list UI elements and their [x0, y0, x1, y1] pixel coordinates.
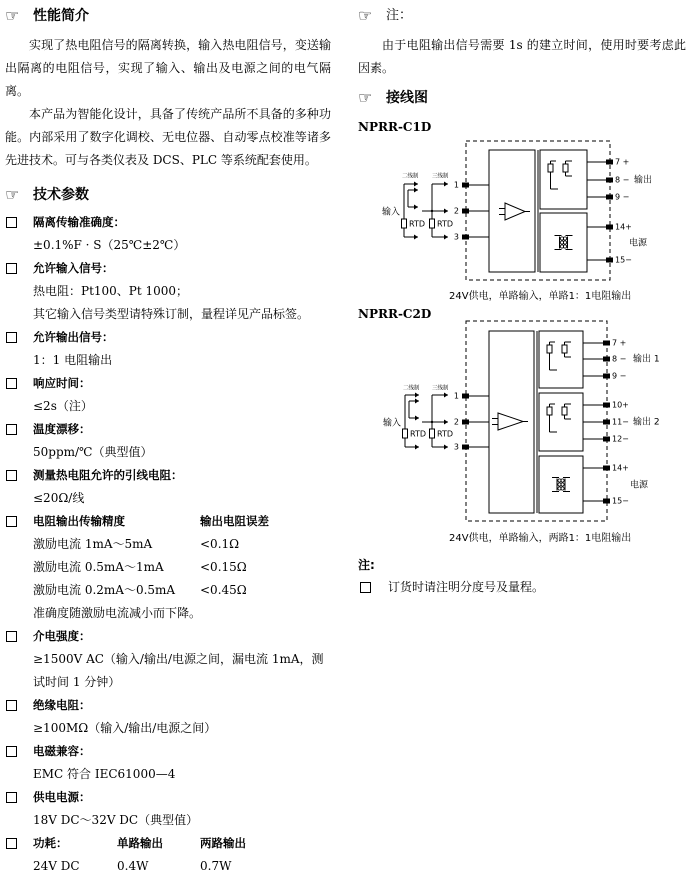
two-wire-label: 二线制 [403, 385, 420, 392]
rtd-resistor-icon [403, 429, 408, 438]
resistor-icon [548, 164, 553, 172]
spec-value: ≤2s（注） [33, 399, 93, 413]
arrow-icon [415, 416, 419, 421]
spec-item-res-accuracy [5, 510, 331, 533]
table-row [5, 579, 331, 602]
terminal-label: 1 [453, 391, 459, 401]
coil [558, 479, 561, 482]
transformer-icon [552, 478, 570, 492]
diagram-caption: 24V供电，单路输入，两路1：1电阻输出 [449, 533, 632, 544]
spec-label: 测量热电阻允许的引线电阻： [33, 468, 183, 482]
spec-value: 热电阻：Pt100、Pt 1000； [33, 284, 189, 298]
spec-value: 准确度随激励电流减小而下降。 [33, 606, 202, 620]
terminal-label: 2 [453, 417, 459, 427]
checkbox-icon [6, 516, 17, 527]
model-label: NPRR-C2D [358, 307, 432, 321]
terminal [462, 235, 469, 240]
checkbox-icon [6, 470, 17, 481]
pointing-hand-icon: ☞ [358, 88, 373, 107]
pointing-hand-icon: ☞ [358, 6, 373, 25]
error-cell: <0.1Ω [200, 537, 240, 551]
coil [558, 483, 561, 486]
terminal-group-label: 输出 2 [633, 417, 660, 428]
error-cell: <0.15Ω [200, 560, 247, 574]
terminal [606, 225, 613, 230]
input-circuit-block [489, 150, 535, 272]
terminal-group-label: 电源 [629, 238, 648, 249]
terminal-label: 14+ [615, 222, 632, 232]
output-block [539, 331, 583, 388]
terminal-label: 3 [453, 232, 459, 242]
coil [563, 237, 566, 240]
current-cell: 激励电流 0.2mA～0.5mA [33, 583, 176, 597]
terminal [603, 499, 610, 504]
spec-value: 1：1 电阻输出 [33, 353, 113, 367]
intro-title: 性能简介 [33, 8, 89, 24]
amplifier-icon [505, 203, 525, 220]
terminal [603, 374, 610, 379]
arrow-icon [414, 235, 418, 240]
spec-value: ±0.1%F · S（25℃±2℃） [33, 238, 186, 252]
spec-list [5, 211, 331, 878]
spec-item-emc [5, 740, 331, 763]
spec-label: 绝缘电阻： [33, 698, 91, 712]
spec-item-drift [5, 418, 331, 441]
terminal-label: 1 [453, 180, 459, 190]
wiring-diagram [383, 321, 660, 521]
column-header: 单路输出 [117, 836, 163, 850]
spec-label: 电磁兼容： [33, 744, 91, 758]
spec-label: 介电强度： [33, 629, 91, 643]
output-block [539, 393, 583, 451]
terminal-group-label: 输出 [634, 175, 653, 186]
column-header: 输出电阻误差 [200, 514, 269, 528]
spec-label: 允许输入信号： [33, 261, 114, 275]
note-text: 由于电阻输出信号需要 1s 的建立时间，使用时要考虑此因素。 [358, 38, 686, 75]
spec-label: 供电电源： [33, 790, 91, 804]
rtd-label: RTD [409, 219, 426, 229]
terminal [603, 357, 610, 362]
arrow-icon [414, 188, 418, 193]
note-heading [358, 4, 686, 28]
rtd-resistor-icon [430, 429, 435, 438]
junction-dot [431, 421, 433, 423]
resistor-icon [563, 164, 568, 172]
terminal-label: 3 [453, 442, 459, 452]
arrow-icon [414, 205, 418, 210]
checkbox-icon [6, 332, 17, 343]
terminal [603, 341, 610, 346]
wiring-heading [358, 86, 686, 110]
single-cell: 0.4W [117, 859, 149, 873]
rtd-resistor-icon [402, 219, 407, 228]
order-note-text: 订货时请注明分度号及量程。 [388, 580, 545, 594]
model-label: NPRR-C1D [358, 120, 432, 134]
terminal-label: 9 − [612, 371, 627, 381]
rtd-resistor-icon [430, 219, 435, 228]
terminal-label: 15− [612, 496, 629, 506]
terminal [462, 209, 469, 214]
coil [560, 237, 563, 240]
spec-value: 50ppm/℃（典型值） [33, 445, 153, 459]
intro-body [5, 34, 331, 172]
terminal-label: 8 − [612, 354, 627, 364]
checkbox-icon [6, 631, 17, 642]
table-row [5, 556, 331, 579]
terminal [606, 178, 613, 183]
arrow-icon [415, 399, 419, 404]
spec-item-accuracy [5, 211, 331, 234]
module-outline [466, 141, 610, 280]
arrow-icon [415, 393, 419, 398]
pointing-hand-icon: ☞ [5, 185, 20, 204]
spec-value: EMC 符合 IEC61000—4 [33, 767, 176, 781]
checkbox-icon [6, 792, 17, 803]
order-note-item [358, 576, 678, 599]
rtd-label: RTD [437, 429, 454, 439]
terminal-label: 15− [615, 255, 632, 265]
arrow-icon [444, 235, 448, 240]
right-column [358, 0, 686, 110]
power-block [540, 213, 587, 272]
coil [563, 241, 566, 244]
specs-title: 技术参数 [33, 187, 89, 203]
resistor-icon [547, 407, 552, 415]
terminal [606, 258, 613, 263]
table-row [5, 855, 331, 878]
terminal [462, 183, 469, 188]
spec-item-response [5, 372, 331, 395]
arrow-icon [444, 420, 448, 425]
condition-cell: 24V DC [33, 859, 80, 873]
spec-label: 电阻输出传输精度 [33, 514, 125, 528]
error-cell: <0.45Ω [200, 583, 247, 597]
amplifier-icon [498, 413, 523, 430]
wiring-diagram [382, 141, 652, 280]
column-header: 两路输出 [200, 836, 246, 850]
arrow-icon [444, 445, 448, 450]
three-wire-label: 三线制 [432, 173, 449, 180]
coil [558, 487, 561, 490]
input-circuit-block [489, 331, 534, 513]
terminal-label: 10+ [612, 400, 629, 410]
checkbox-icon [6, 700, 17, 711]
note-title: 注： [386, 8, 413, 23]
spec-label: 功耗： [33, 836, 68, 850]
transformer-icon [555, 236, 573, 250]
checkbox-icon [6, 424, 17, 435]
output-block [540, 150, 587, 209]
spec-value: 其它输入信号类型请特殊订制，量程详见产品标签。 [33, 307, 310, 321]
terminal-label: 14+ [612, 463, 629, 473]
terminal-label: 8 − [615, 175, 630, 185]
spec-value: ≥100MΩ（输入/输出/电源之间） [33, 721, 217, 735]
coil [561, 483, 564, 486]
checkbox-icon [6, 746, 17, 757]
intro-heading [5, 4, 331, 28]
diagram-caption: 24V供电，单路输入，单路1：1电阻输出 [449, 291, 632, 302]
terminal-group-label: 电源 [630, 480, 649, 491]
module-outline [466, 321, 607, 521]
spec-value: ≥1500V AC（输入/输出/电源之间，漏电流 1mA，测试时间 1 分钟） [33, 652, 324, 689]
terminal [603, 466, 610, 471]
input-label: 输入 [383, 418, 402, 429]
two-wire-label: 二线制 [402, 173, 419, 180]
terminal-label: 11− [612, 417, 629, 427]
spec-item-insulation [5, 694, 331, 717]
relay-symbol [547, 342, 571, 370]
terminal [603, 437, 610, 442]
arrow-icon [444, 209, 448, 214]
terminal [462, 420, 469, 425]
spec-item-input [5, 257, 331, 280]
coil [561, 487, 564, 490]
terminal [462, 394, 469, 399]
current-cell: 激励电流 1mA～5mA [33, 537, 153, 551]
resistor-icon [547, 345, 552, 353]
terminal-label: 12− [612, 434, 629, 444]
terminal-label: 9 − [615, 192, 630, 202]
current-cell: 激励电流 0.5mA～1mA [33, 560, 164, 574]
wiring-title: 接线图 [386, 90, 428, 106]
spec-item-dielectric [5, 625, 331, 648]
terminal [603, 420, 610, 425]
spec-item-output [5, 326, 331, 349]
spec-item-lead [5, 464, 331, 487]
terminal [603, 403, 610, 408]
terminal [462, 445, 469, 450]
arrow-icon [444, 393, 448, 398]
three-wire-label: 三线制 [432, 385, 449, 392]
terminal [606, 160, 613, 165]
specs-heading [5, 183, 331, 207]
checkbox-icon [6, 838, 17, 849]
junction-dot [431, 210, 433, 212]
input-label: 输入 [382, 207, 401, 218]
terminal-label: 7 + [615, 157, 630, 167]
order-note-title: 注: [358, 558, 375, 572]
terminal-label: 2 [453, 206, 459, 216]
arrow-icon [414, 182, 418, 187]
spec-label: 温度漂移： [33, 422, 91, 436]
spec-value: ≤20Ω/线 [33, 491, 85, 505]
spec-value: 18V DC～32V DC（典型值） [33, 813, 199, 827]
arrow-icon [415, 445, 419, 450]
resistor-icon [562, 407, 567, 415]
coil [563, 245, 566, 248]
arrow-icon [444, 182, 448, 187]
checkbox-icon [6, 378, 17, 389]
dual-cell: 0.7W [200, 859, 232, 873]
rtd-label: RTD [437, 219, 454, 229]
intro-paragraph: 本产品为智能化设计，具备了传统产品所不具备的多种功能。内部采用了数字化调校、无电位器、自动零点校准等诸多先进技术。可与各类仪表及 DCS、PLC 等系统配套使用。 [5, 107, 331, 167]
checkbox-icon [6, 263, 17, 274]
left-column [5, 0, 331, 878]
coil [560, 241, 563, 244]
pointing-hand-icon: ☞ [5, 6, 20, 25]
coil [560, 245, 563, 248]
spec-label: 响应时间： [33, 376, 91, 390]
checkbox-icon [6, 217, 17, 228]
rtd-label: RTD [410, 429, 427, 439]
spec-item-supply [5, 786, 331, 809]
resistor-icon [562, 345, 567, 353]
intro-paragraph: 实现了热电阻信号的隔离转换，输入热电阻信号，变送输出隔离的电阻信号，实现了输入、输出及电源之间的电气隔离。 [5, 38, 331, 98]
checkbox-icon [360, 582, 371, 593]
coil [561, 479, 564, 482]
terminal [606, 195, 613, 200]
terminal-label: 7 + [612, 338, 627, 348]
spec-label: 隔离传输准确度： [33, 215, 125, 229]
relay-symbol [548, 161, 572, 189]
power-block [539, 456, 583, 513]
table-row [5, 533, 331, 556]
spec-label: 允许输出信号： [33, 330, 114, 344]
terminal-group-label: 输出 1 [633, 354, 660, 365]
relay-symbol [547, 404, 571, 432]
